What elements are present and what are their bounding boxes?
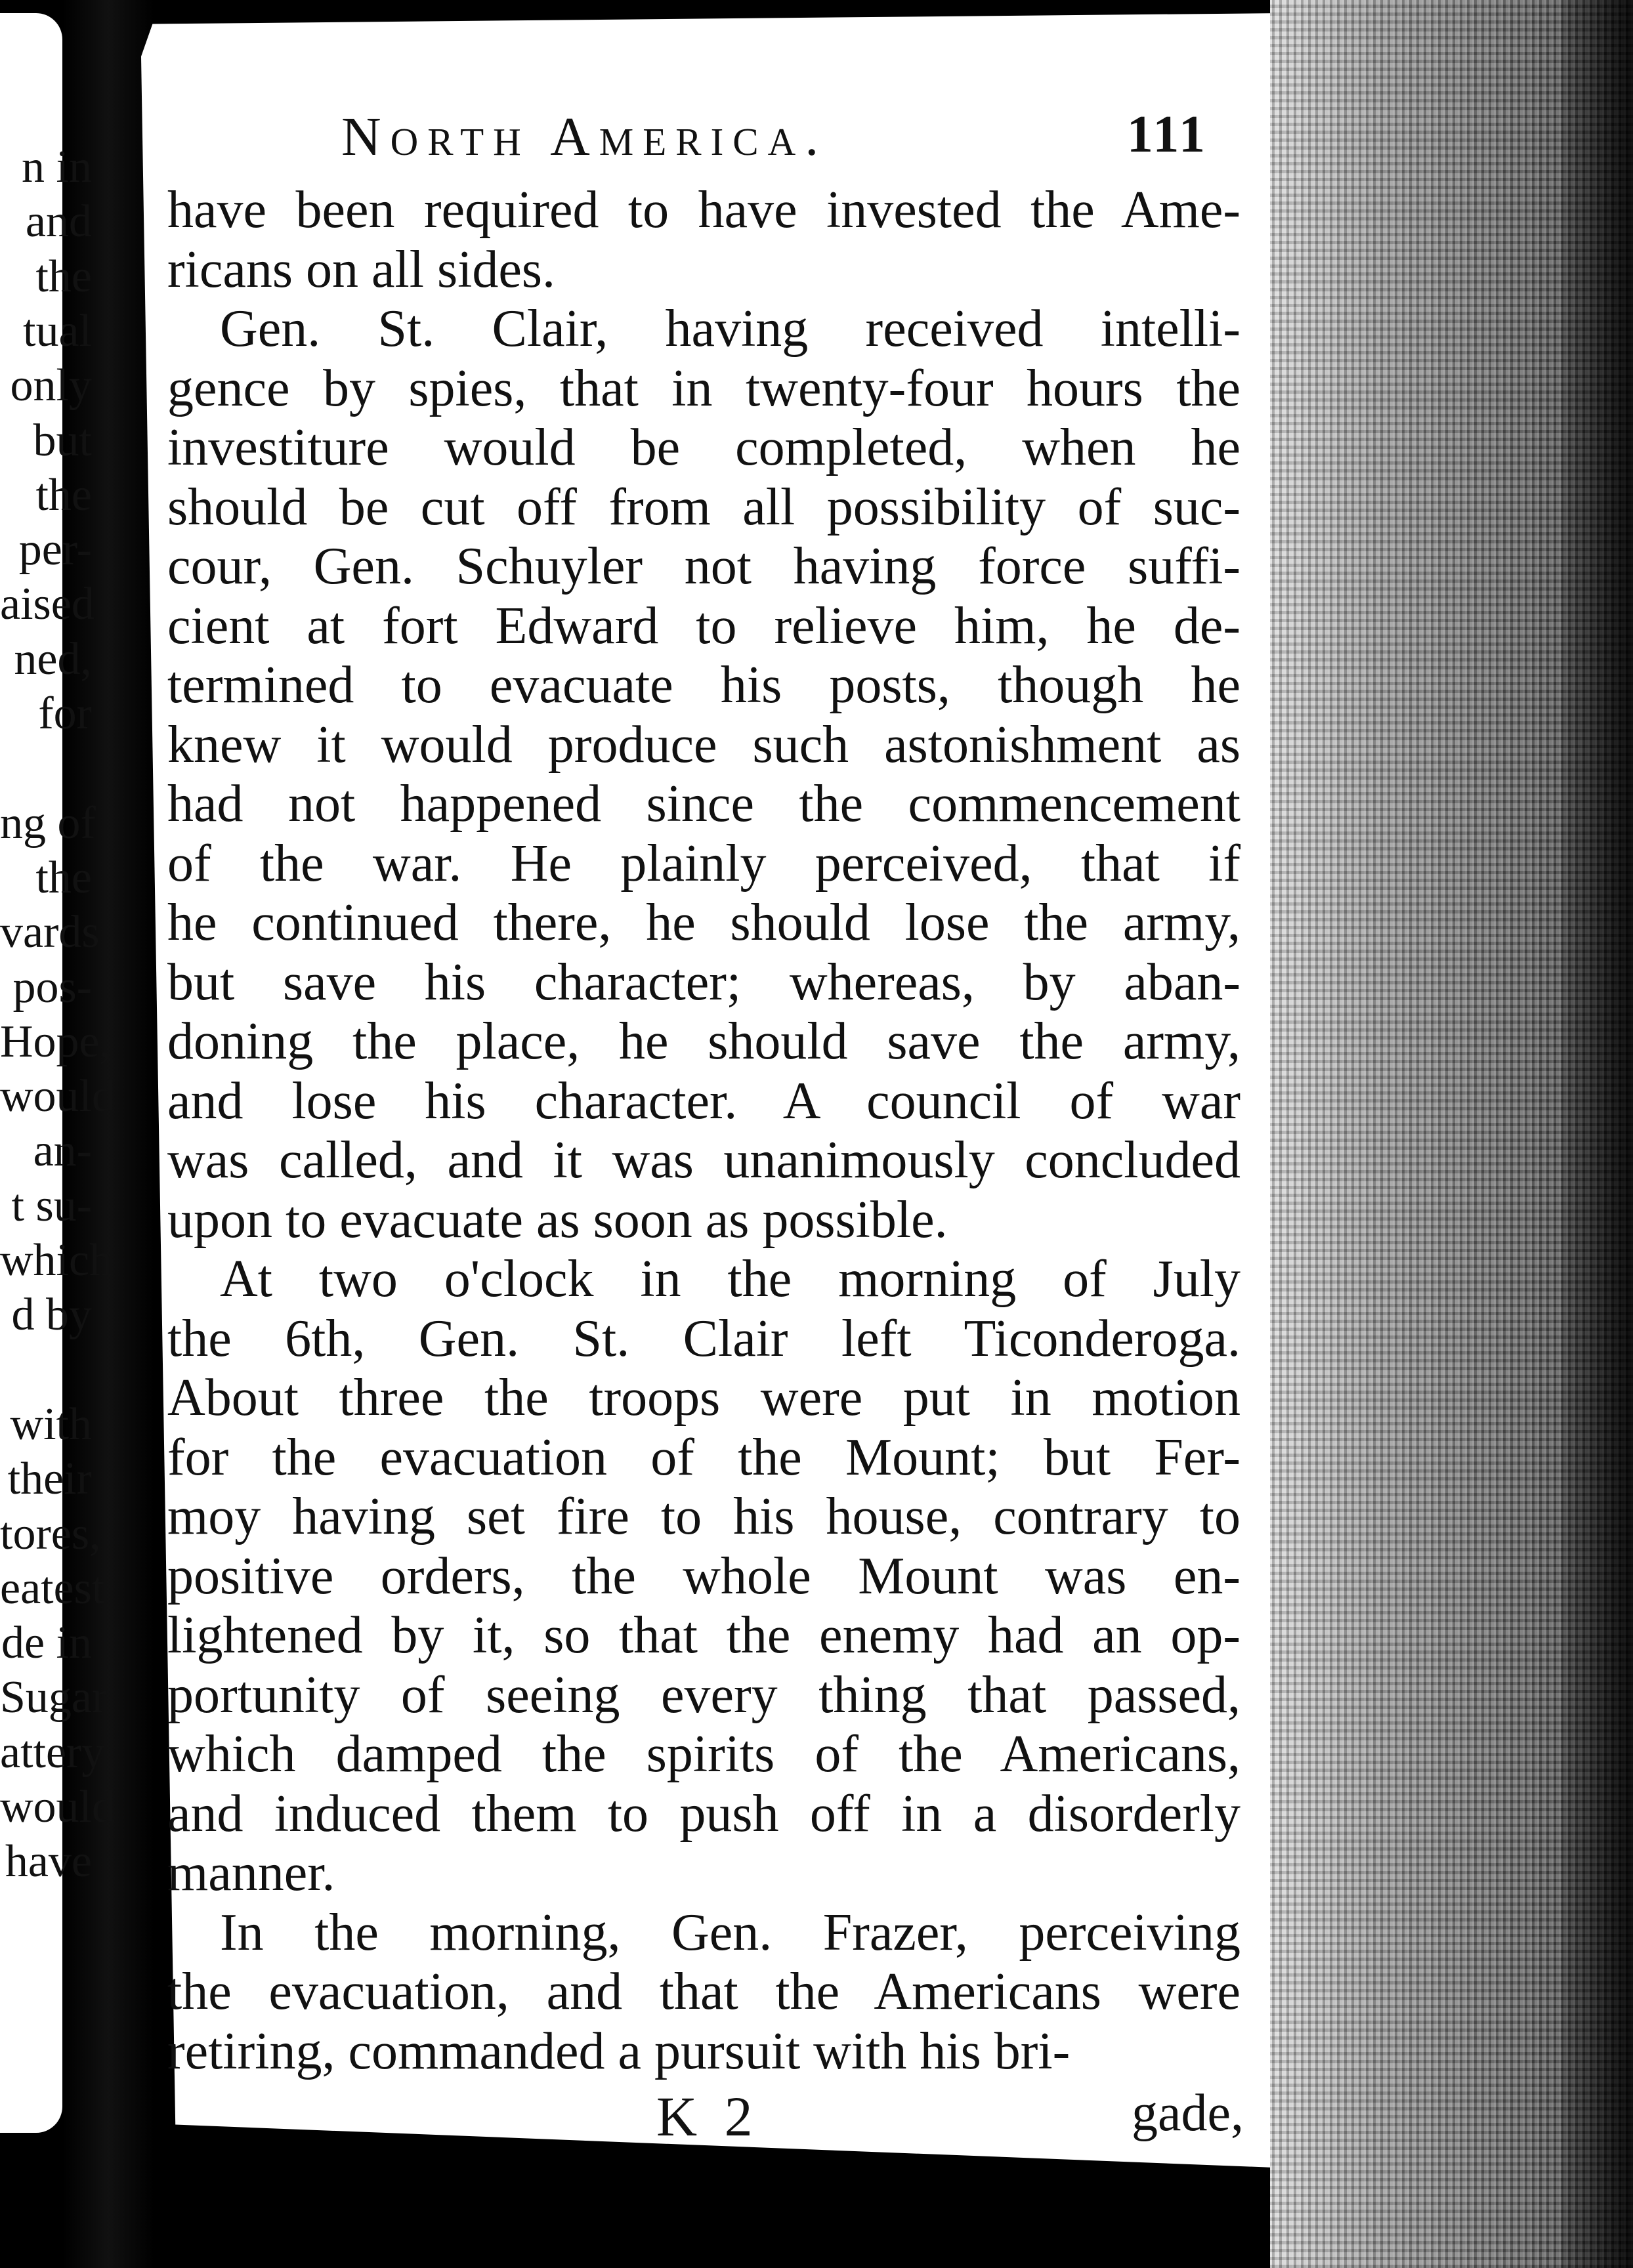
facing-page-line: with: [10, 1398, 92, 1450]
text-line: had not happened since the commencement: [167, 775, 1241, 833]
page-edges-shadow: [1562, 0, 1633, 2268]
text-line: ricans on all sides.: [167, 240, 555, 299]
facing-page-line: vards: [0, 907, 100, 958]
text-line: lightened by it, so that the enemy had an op-: [167, 1606, 1241, 1664]
text-line: moy having set fire to his house, contrary to: [167, 1488, 1241, 1545]
paragraph: [167, 299, 1241, 1250]
page-number: 111: [1126, 106, 1208, 163]
facing-page-line: pos-: [12, 961, 92, 1013]
body-text: [167, 180, 1241, 2081]
facing-page-line: the: [35, 469, 92, 520]
text-line: Gen. St. Clair, having received intelli-: [220, 300, 1241, 358]
text-line: he continued there, he should lose the army,: [167, 894, 1241, 952]
facing-page-line: d by: [11, 1290, 92, 1341]
text-line: was called, and it was unanimously concluded: [167, 1131, 1241, 1189]
running-head: North America.: [341, 106, 828, 167]
page-footer: [184, 2084, 1244, 2149]
page-header: [341, 105, 1208, 177]
text-line: About three the troops were put in motion: [167, 1369, 1241, 1427]
paragraph: [167, 1903, 1241, 2082]
text-line: retiring, commanded a pursuit with his bri-: [167, 2022, 1071, 2080]
text-line: of the war. He plainly perceived, that if: [167, 834, 1241, 892]
facing-page-line: an-: [33, 1125, 92, 1177]
text-line: termined to evacuate his posts, though he: [167, 656, 1241, 714]
facing-page-line: ned,: [14, 633, 92, 684]
text-line: for the evacuation of the Mount; but Fer-: [167, 1428, 1241, 1486]
facing-page-line: tores,: [0, 1508, 101, 1559]
text-line: positive orders, the whole Mount was en-: [167, 1547, 1241, 1605]
text-line: and induced them to push off in a disorderly: [167, 1784, 1241, 1843]
text-line: At two o'clock in the morning of July: [220, 1250, 1241, 1308]
paragraph: [167, 1250, 1241, 1903]
text-line: should be cut off from all possibility of suc-: [167, 478, 1241, 536]
facing-page-line: per-: [18, 524, 92, 576]
facing-page-line: the: [35, 251, 92, 302]
text-line: the evacuation, and that the Americans were: [167, 1963, 1241, 2021]
facing-page-line: their: [7, 1454, 92, 1505]
facing-page-line: would: [0, 1782, 115, 1832]
text-line: In the morning, Gen. Frazer, perceiving: [220, 1903, 1241, 1962]
text-line: have been required to have invested the Ame-: [167, 181, 1241, 239]
text-line: the 6th, Gen. St. Clair left Ticonderoga.: [167, 1309, 1241, 1368]
facing-page-line: tual: [23, 305, 92, 356]
facing-page-line: Sugar: [0, 1672, 108, 1723]
facing-page-line: for: [38, 688, 92, 739]
paragraph: [167, 180, 1241, 299]
facing-page-line: but: [33, 415, 92, 466]
facing-page-line: would: [0, 1071, 115, 1122]
facing-page-line: de in: [1, 1618, 92, 1669]
text-line: gence by spies, that in twenty-four hours the: [167, 359, 1241, 417]
text-line: and lose his character. A council of war: [167, 1072, 1241, 1130]
text-line: knew it would produce such astonishment as: [167, 715, 1241, 774]
facing-page-line: n in: [22, 142, 92, 192]
text-line: investiture would be completed, when he: [167, 419, 1241, 476]
text-line: which damped the spirits of the Americans,: [167, 1725, 1241, 1783]
facing-page-line: ng of: [0, 797, 96, 849]
text-line: doning the place, he should save the army,: [167, 1013, 1241, 1070]
catchword: gade,: [1131, 2084, 1244, 2142]
text-line: manner.: [167, 1844, 335, 1902]
facing-page-line: eatest: [0, 1563, 105, 1614]
facing-page-line: have: [5, 1836, 92, 1887]
text-line: cient at fort Edward to relieve him, he de-: [167, 597, 1241, 655]
facing-page-line: and: [25, 196, 92, 247]
facing-page-line: only: [10, 360, 92, 411]
facing-page-line: attery: [0, 1727, 105, 1778]
facing-page-line: t su-: [11, 1180, 92, 1231]
text-line: portunity of seeing every thing that passed,: [167, 1666, 1241, 1724]
facing-page-line: which: [0, 1235, 113, 1286]
facing-page-line: Hope,: [0, 1016, 112, 1067]
facing-page-line: the: [35, 852, 92, 903]
text-line: cour, Gen. Schuyler not having force suffi-: [167, 537, 1241, 595]
signature-mark: K 2: [656, 2085, 759, 2148]
text-line: but save his character; whereas, by aban-: [167, 953, 1241, 1011]
facing-page-line: aised: [0, 579, 95, 630]
text-line: upon to evacuate as soon as possible.: [167, 1190, 948, 1249]
